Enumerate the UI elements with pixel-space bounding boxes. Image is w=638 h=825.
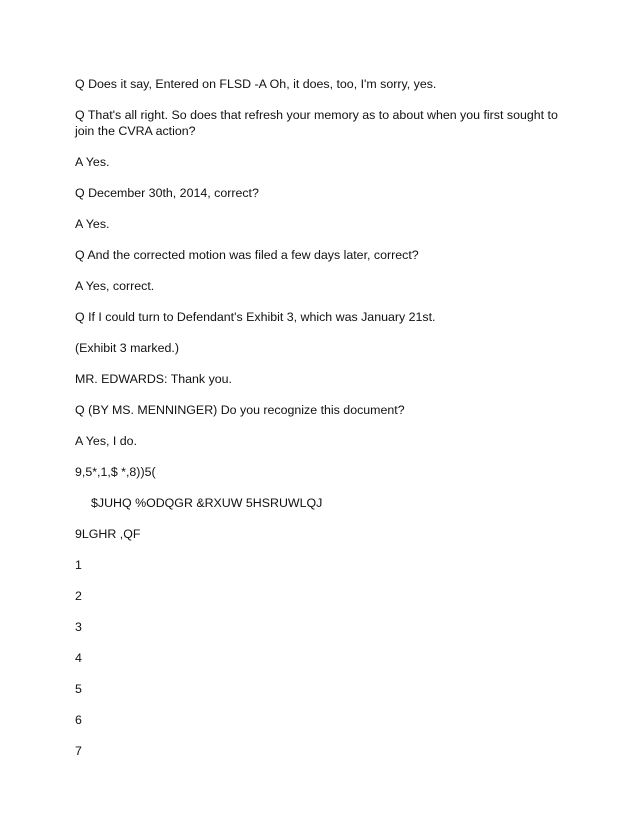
line-number-3: 3	[75, 620, 82, 634]
transcript-line-12: A Yes, I do.	[75, 434, 138, 448]
footer-garbled-3: 9LGHR ,QF	[75, 527, 141, 541]
transcript-line-10: MR. EDWARDS: Thank you.	[75, 372, 232, 386]
line-number-5: 5	[75, 682, 82, 696]
transcript-line-9: (Exhibit 3 marked.)	[75, 341, 179, 355]
transcript-line-5: A Yes.	[75, 217, 110, 231]
transcript-line-6: Q And the corrected motion was filed a few days later, correct?	[75, 248, 419, 262]
line-number-4: 4	[75, 651, 82, 665]
transcript-line-1: Q Does it say, Entered on FLSD -A Oh, it does, too, I'm sorry, yes.	[75, 77, 437, 91]
footer-garbled-2: $JUHQ %ODQGR &RXUW 5HSRUWLQJ	[91, 496, 323, 510]
line-number-2: 2	[75, 589, 82, 603]
transcript-line-11: Q (BY MS. MENNINGER) Do you recognize this document?	[75, 403, 405, 417]
transcript-line-3: A Yes.	[75, 155, 110, 169]
transcript-line-4: Q December 30th, 2014, correct?	[75, 186, 259, 200]
transcript-line-2: Q That's all right. So does that refresh your memory as to about when you first sought to join the CVRA action?	[75, 108, 558, 138]
footer-garbled-1: 9,5*,1,$ *,8))5(	[75, 465, 156, 479]
transcript-line-8: Q If I could turn to Defendant's Exhibit 3, which was January 21st.	[75, 310, 436, 324]
line-number-1: 1	[75, 558, 82, 572]
transcript-line-7: A Yes, correct.	[75, 279, 155, 293]
line-number-6: 6	[75, 713, 82, 727]
line-number-7: 7	[75, 744, 82, 758]
